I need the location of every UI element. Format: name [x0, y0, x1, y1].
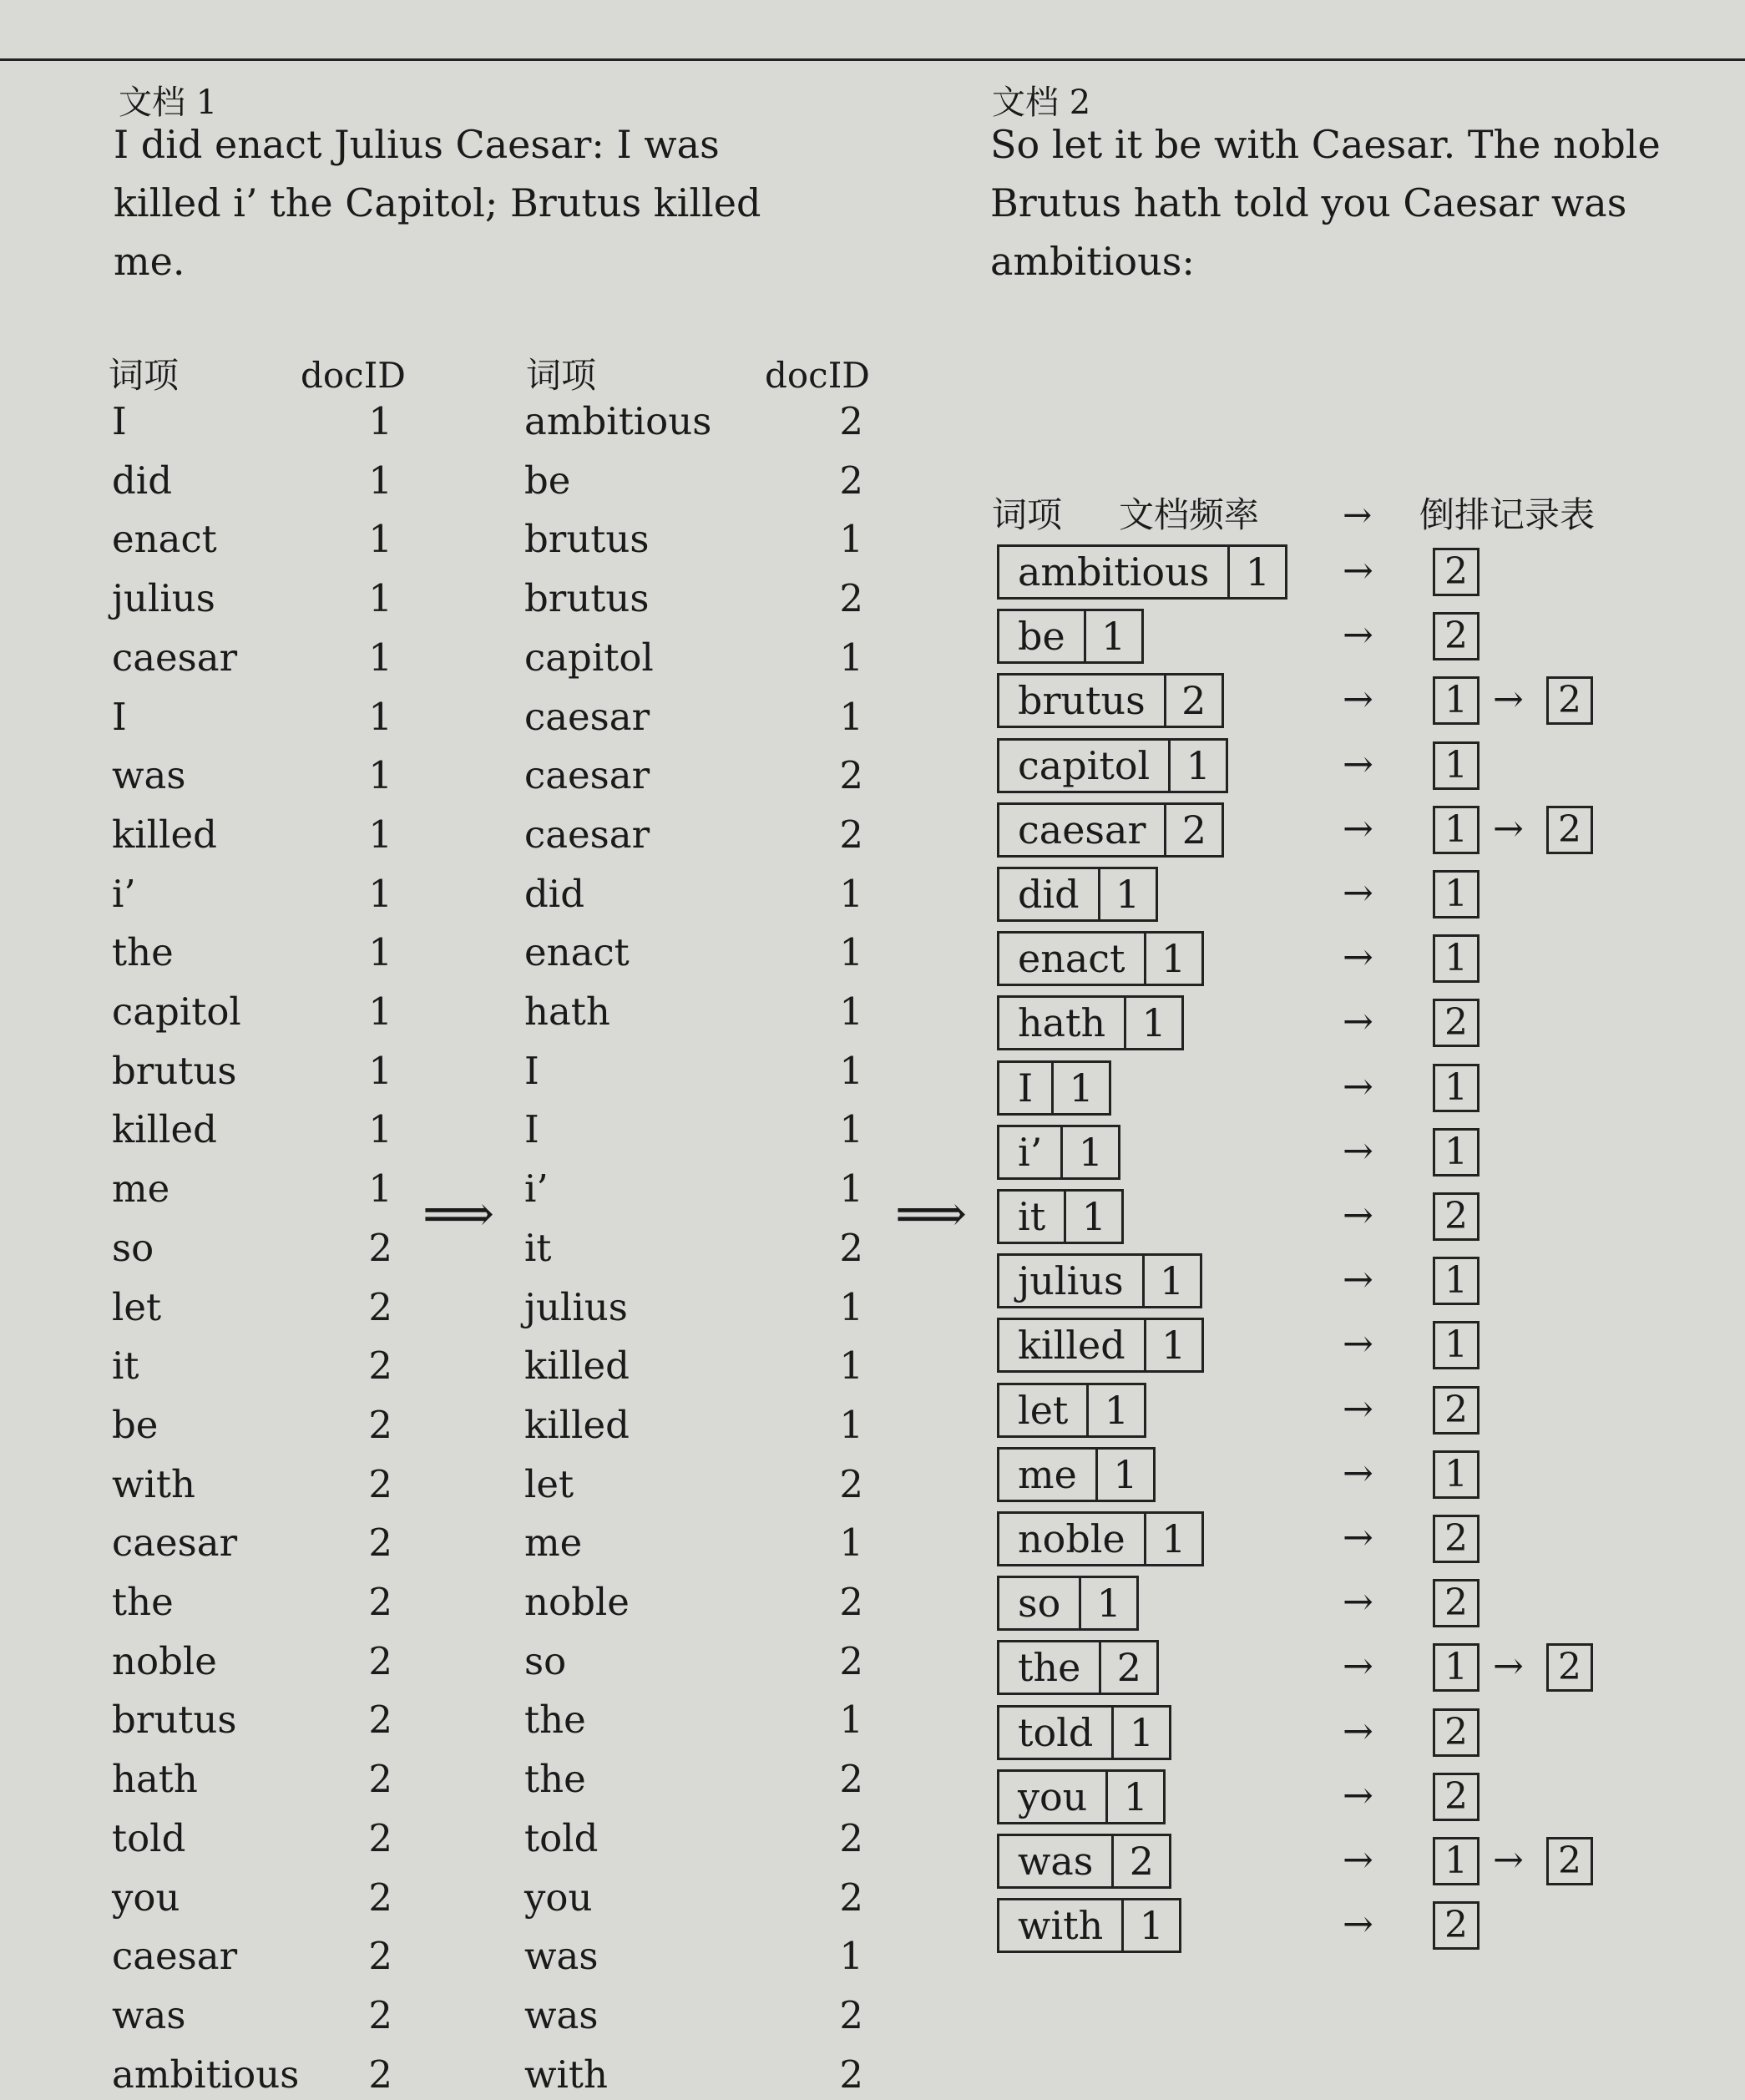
- table1-docid: 2: [368, 2052, 392, 2097]
- dictionary-entry: [997, 931, 1204, 986]
- document-frequency: 1: [1142, 1253, 1202, 1308]
- dictionary-term: ambitious: [997, 544, 1227, 600]
- doc1-line: me.: [114, 239, 185, 284]
- table2-term: i’: [524, 1166, 549, 1212]
- posting-docid: 1: [1433, 806, 1479, 854]
- table2-docid: 2: [839, 576, 863, 621]
- table1-docid: 1: [368, 576, 392, 621]
- table1-term: the: [112, 930, 174, 975]
- table1-docid: 2: [368, 1875, 392, 1920]
- table1-term: caesar: [112, 635, 238, 680]
- table1-docid: 1: [368, 517, 392, 562]
- table2-docid: 2: [839, 1638, 863, 1683]
- posting-docid: 1: [1433, 1064, 1479, 1112]
- pointer-arrow: →: [1343, 1258, 1373, 1302]
- index-header-term: 词项: [992, 494, 1063, 535]
- table1-term: enact: [112, 517, 217, 562]
- table1-term: brutus: [112, 1698, 237, 1743]
- table1-term: noble: [112, 1638, 217, 1683]
- table1-docid: 1: [368, 1166, 392, 1212]
- table2-docid: 1: [839, 1107, 863, 1152]
- document-frequency: 1: [1086, 1383, 1146, 1438]
- posting-docid: 1: [1433, 1837, 1479, 1885]
- table2-term: so: [524, 1638, 567, 1683]
- posting-docid: 2: [1433, 1579, 1479, 1627]
- doc1-text: [114, 115, 761, 291]
- posting-link-arrow: →: [1493, 1645, 1524, 1688]
- table1-header-docid: docID: [301, 355, 406, 396]
- table2-docid: 2: [839, 812, 863, 857]
- table2-docid: 2: [839, 1225, 863, 1270]
- table2-docid: 1: [839, 1343, 863, 1389]
- table1-term: you: [112, 1875, 180, 1920]
- posting-link-arrow: →: [1493, 1839, 1524, 1881]
- dictionary-term: capitol: [997, 738, 1168, 793]
- table1-docid: 2: [368, 1225, 392, 1270]
- dictionary-term: julius: [997, 1253, 1142, 1308]
- dictionary-term: hath: [997, 995, 1124, 1050]
- dictionary-term: with: [997, 1898, 1121, 1953]
- table2-term: with: [524, 2052, 608, 2097]
- table1-docid: 1: [368, 871, 392, 916]
- pointer-arrow: →: [1343, 549, 1373, 592]
- document-frequency: 1: [1084, 609, 1144, 664]
- table2-term: be: [524, 458, 571, 503]
- table1-docid: 2: [368, 1343, 392, 1389]
- dictionary-term: let: [997, 1383, 1086, 1438]
- table1-term: told: [112, 1815, 186, 1860]
- table2-term: killed: [524, 1402, 630, 1447]
- doc2-line: Brutus hath told you Caesar was: [990, 180, 1627, 225]
- table1-term: julius: [112, 576, 215, 621]
- dictionary-term: enact: [997, 931, 1144, 986]
- posting-docid: 2: [1546, 676, 1593, 725]
- posting-docid: 2: [1433, 1773, 1479, 1821]
- table2-term: I: [524, 1107, 539, 1152]
- table2-term: me: [524, 1521, 583, 1566]
- pointer-arrow: →: [1343, 1323, 1373, 1366]
- document-frequency: 1: [1124, 995, 1184, 1050]
- document-frequency: 1: [1111, 1705, 1171, 1760]
- posting-docid: 1: [1433, 934, 1479, 983]
- table1-docid: 2: [368, 1815, 392, 1860]
- document-frequency: 1: [1051, 1060, 1111, 1116]
- dictionary-entry: [997, 1576, 1139, 1631]
- table1-docid: 2: [368, 1698, 392, 1743]
- table2-term: brutus: [524, 576, 650, 621]
- dictionary-term: noble: [997, 1511, 1144, 1566]
- dictionary-term: you: [997, 1769, 1105, 1824]
- pointer-arrow: →: [1343, 872, 1373, 914]
- dictionary-term: told: [997, 1705, 1111, 1760]
- table1-term: I: [112, 694, 127, 739]
- table2-term: caesar: [524, 753, 650, 798]
- top-rule: [0, 58, 1745, 61]
- table2-docid: 2: [839, 1757, 863, 1802]
- table1-term: caesar: [112, 1521, 238, 1566]
- document-frequency: 1: [1227, 544, 1287, 600]
- pointer-arrow: →: [1343, 1451, 1373, 1495]
- dictionary-entry: [997, 1189, 1124, 1244]
- dictionary-term: be: [997, 609, 1084, 664]
- dictionary-entry: [997, 867, 1158, 922]
- document-frequency: 2: [1164, 802, 1224, 858]
- transform-arrow-1: ⟹: [422, 1185, 495, 1243]
- dictionary-term: I: [997, 1060, 1051, 1116]
- dictionary-entry: [997, 802, 1224, 858]
- table2-docid: 2: [839, 458, 863, 503]
- table2-term: ambitious: [524, 399, 712, 443]
- table2-docid: 1: [839, 694, 863, 739]
- document-frequency: 1: [1144, 931, 1204, 986]
- posting-docid: 2: [1433, 1515, 1479, 1563]
- table1-term: hath: [112, 1757, 198, 1802]
- table1-docid: 2: [368, 1934, 392, 1979]
- posting-docid: 2: [1433, 1386, 1479, 1435]
- dictionary-entry: [997, 1253, 1202, 1308]
- table2-term: caesar: [524, 812, 650, 857]
- table1-term: brutus: [112, 1048, 237, 1093]
- posting-link-arrow: →: [1493, 678, 1524, 721]
- table2-term: I: [524, 1048, 539, 1093]
- table2-term: told: [524, 1815, 599, 1860]
- posting-docid: 1: [1433, 741, 1479, 790]
- table1-term: i’: [112, 871, 136, 916]
- table1-docid: 2: [368, 1757, 392, 1802]
- table2-term: was: [524, 1992, 599, 2037]
- table2-docid: 1: [839, 635, 863, 680]
- table1-term: with: [112, 1461, 195, 1506]
- dictionary-term: was: [997, 1834, 1111, 1889]
- posting-docid: 2: [1433, 548, 1479, 596]
- table2-docid: 1: [839, 1402, 863, 1447]
- posting-docid: 2: [1433, 1192, 1479, 1241]
- dictionary-entry: [997, 1318, 1204, 1373]
- doc2-text: [990, 115, 1661, 291]
- table2-term: enact: [524, 930, 630, 975]
- dictionary-entry: [997, 1834, 1171, 1889]
- table2-term: hath: [524, 989, 610, 1034]
- posting-docid: 2: [1433, 1901, 1479, 1950]
- table1-term: capitol: [112, 989, 241, 1034]
- table2-docid: 2: [839, 2052, 863, 2097]
- table1-term: ambitious: [112, 2052, 300, 2097]
- table1-docid: 1: [368, 930, 392, 975]
- document-frequency: 1: [1105, 1769, 1166, 1824]
- pointer-arrow: →: [1343, 1839, 1373, 1881]
- posting-docid: 1: [1433, 1128, 1479, 1177]
- pointer-arrow: →: [1343, 742, 1373, 786]
- doc1-line: I did enact Julius Caesar: I was: [114, 122, 720, 167]
- dictionary-term: it: [997, 1189, 1064, 1244]
- table2-term: noble: [524, 1580, 630, 1624]
- table2-term: did: [524, 871, 585, 916]
- table1-docid: 2: [368, 1461, 392, 1506]
- table2-docid: 2: [839, 1580, 863, 1624]
- table1-docid: 2: [368, 1580, 392, 1624]
- dictionary-entry: [997, 995, 1184, 1050]
- table1-docid: 1: [368, 635, 392, 680]
- dictionary-entry: [997, 609, 1144, 664]
- doc2-label: 文档 2: [992, 83, 1091, 122]
- table2-docid: 2: [839, 399, 863, 443]
- dictionary-entry: [997, 1060, 1111, 1116]
- pointer-arrow: →: [1343, 1645, 1373, 1688]
- table2-term: was: [524, 1934, 599, 1979]
- doc1-line: killed i’ the Capitol; Brutus killed: [114, 180, 761, 225]
- table2-docid: 1: [839, 1048, 863, 1093]
- table2-term: caesar: [524, 694, 650, 739]
- table1-term: killed: [112, 812, 217, 857]
- posting-docid: 1: [1433, 870, 1479, 918]
- table2-docid: 1: [839, 1698, 863, 1743]
- table1-docid: 2: [368, 1992, 392, 2037]
- posting-docid: 1: [1433, 1321, 1479, 1369]
- posting-docid: 1: [1433, 1257, 1479, 1305]
- posting-docid: 2: [1546, 1837, 1593, 1885]
- table2-docid: 1: [839, 871, 863, 916]
- posting-docid: 1: [1433, 676, 1479, 725]
- dictionary-entry: [997, 1447, 1156, 1502]
- table2-term: capitol: [524, 635, 654, 680]
- table2-term: killed: [524, 1343, 630, 1389]
- posting-docid: 1: [1433, 1643, 1479, 1692]
- table2-docid: 1: [839, 930, 863, 975]
- table1-docid: 1: [368, 812, 392, 857]
- pointer-arrow: →: [1343, 1903, 1373, 1946]
- document-frequency: 1: [1144, 1511, 1204, 1566]
- table1-docid: 2: [368, 1402, 392, 1447]
- table2-docid: 2: [839, 1992, 863, 2037]
- table2-docid: 1: [839, 1166, 863, 1212]
- document-frequency: 1: [1098, 867, 1158, 922]
- table1-term: be: [112, 1402, 159, 1447]
- table1-docid: 1: [368, 399, 392, 443]
- pointer-arrow: →: [1343, 1387, 1373, 1430]
- table1-docid: 2: [368, 1638, 392, 1683]
- table2-header-docid: docID: [765, 355, 870, 396]
- table2-term: brutus: [524, 517, 650, 562]
- doc2-line: So let it be with Caesar. The noble: [990, 122, 1661, 167]
- dictionary-entry: [997, 1383, 1146, 1438]
- table1-docid: 1: [368, 753, 392, 798]
- pointer-arrow: →: [1343, 1000, 1373, 1044]
- table2-docid: 2: [839, 1875, 863, 1920]
- document-frequency: 1: [1095, 1447, 1156, 1502]
- table1-term: the: [112, 1580, 174, 1624]
- dictionary-entry: [997, 1898, 1181, 1953]
- table2-docid: 2: [839, 1461, 863, 1506]
- table2-term: let: [524, 1461, 574, 1506]
- dictionary-term: the: [997, 1640, 1099, 1695]
- table1-docid: 1: [368, 989, 392, 1034]
- dictionary-entry: [997, 544, 1287, 600]
- pointer-arrow: →: [1343, 678, 1373, 721]
- table1-docid: 1: [368, 1107, 392, 1152]
- dictionary-entry: [997, 1705, 1171, 1760]
- pointer-arrow: →: [1343, 936, 1373, 979]
- dictionary-term: did: [997, 867, 1098, 922]
- table1-docid: 2: [368, 1521, 392, 1566]
- dictionary-entry: [997, 738, 1228, 793]
- dictionary-term: caesar: [997, 802, 1164, 858]
- doc2-line: ambitious:: [990, 239, 1195, 284]
- index-header-arrow: →: [1343, 494, 1373, 535]
- table1-term: me: [112, 1166, 170, 1212]
- table2-docid: 1: [839, 1934, 863, 1979]
- pointer-arrow: →: [1343, 1065, 1373, 1108]
- document-frequency: 1: [1168, 738, 1228, 793]
- document-frequency: 2: [1164, 673, 1224, 728]
- table2-term: julius: [524, 1284, 628, 1329]
- index-header-postings: 倒排记录表: [1419, 494, 1596, 535]
- index-header-freq: 文档频率: [1119, 494, 1260, 535]
- pointer-arrow: →: [1343, 807, 1373, 850]
- document-frequency: 2: [1111, 1834, 1171, 1889]
- table1-term: did: [112, 458, 173, 503]
- posting-link-arrow: →: [1493, 807, 1524, 850]
- dictionary-term: i’: [997, 1125, 1060, 1180]
- table1-docid: 1: [368, 1048, 392, 1093]
- table1-term: I: [112, 399, 127, 443]
- dictionary-term: brutus: [997, 673, 1164, 728]
- dictionary-term: me: [997, 1447, 1095, 1502]
- table1-term: killed: [112, 1107, 217, 1152]
- table1-docid: 1: [368, 694, 392, 739]
- posting-docid: 2: [1546, 806, 1593, 854]
- doc1-label: 文档 1: [119, 83, 218, 122]
- table2-docid: 1: [839, 517, 863, 562]
- document-frequency: 1: [1144, 1318, 1204, 1373]
- pointer-arrow: →: [1343, 1194, 1373, 1237]
- table2-term: the: [524, 1757, 586, 1802]
- posting-docid: 1: [1433, 1450, 1479, 1499]
- table1-header-term: 词项: [109, 355, 180, 396]
- table2-term: the: [524, 1698, 586, 1743]
- pointer-arrow: →: [1343, 614, 1373, 657]
- posting-docid: 2: [1433, 999, 1479, 1047]
- pointer-arrow: →: [1343, 1709, 1373, 1753]
- pointer-arrow: →: [1343, 1129, 1373, 1172]
- table1-term: was: [112, 1992, 186, 2037]
- table1-docid: 1: [368, 458, 392, 503]
- transform-arrow-2: ⟹: [895, 1185, 968, 1243]
- posting-docid: 2: [1433, 612, 1479, 660]
- posting-docid: 2: [1546, 1643, 1593, 1692]
- pointer-arrow: →: [1343, 1774, 1373, 1817]
- document-frequency: 1: [1079, 1576, 1139, 1631]
- table2-docid: 1: [839, 1284, 863, 1329]
- dictionary-entry: [997, 673, 1224, 728]
- table2-term: you: [524, 1875, 593, 1920]
- table1-docid: 2: [368, 1284, 392, 1329]
- document-frequency: 2: [1099, 1640, 1159, 1695]
- dictionary-term: so: [997, 1576, 1079, 1631]
- dictionary-entry: [997, 1640, 1159, 1695]
- dictionary-term: killed: [997, 1318, 1144, 1373]
- table1-term: was: [112, 753, 186, 798]
- dictionary-entry: [997, 1125, 1120, 1180]
- document-frequency: 1: [1060, 1125, 1120, 1180]
- table1-term: caesar: [112, 1934, 238, 1979]
- table1-term: let: [112, 1284, 162, 1329]
- table2-header-term: 词项: [526, 355, 597, 396]
- table2-docid: 2: [839, 1815, 863, 1860]
- pointer-arrow: →: [1343, 1581, 1373, 1624]
- table1-term: so: [112, 1225, 154, 1270]
- table2-docid: 1: [839, 989, 863, 1034]
- table2-term: it: [524, 1225, 552, 1270]
- document-frequency: 1: [1064, 1189, 1124, 1244]
- dictionary-entry: [997, 1511, 1204, 1566]
- dictionary-entry: [997, 1769, 1166, 1824]
- posting-docid: 2: [1433, 1708, 1479, 1757]
- table2-docid: 2: [839, 753, 863, 798]
- table1-term: it: [112, 1343, 139, 1389]
- table2-docid: 1: [839, 1521, 863, 1566]
- document-frequency: 1: [1121, 1898, 1181, 1953]
- pointer-arrow: →: [1343, 1516, 1373, 1559]
